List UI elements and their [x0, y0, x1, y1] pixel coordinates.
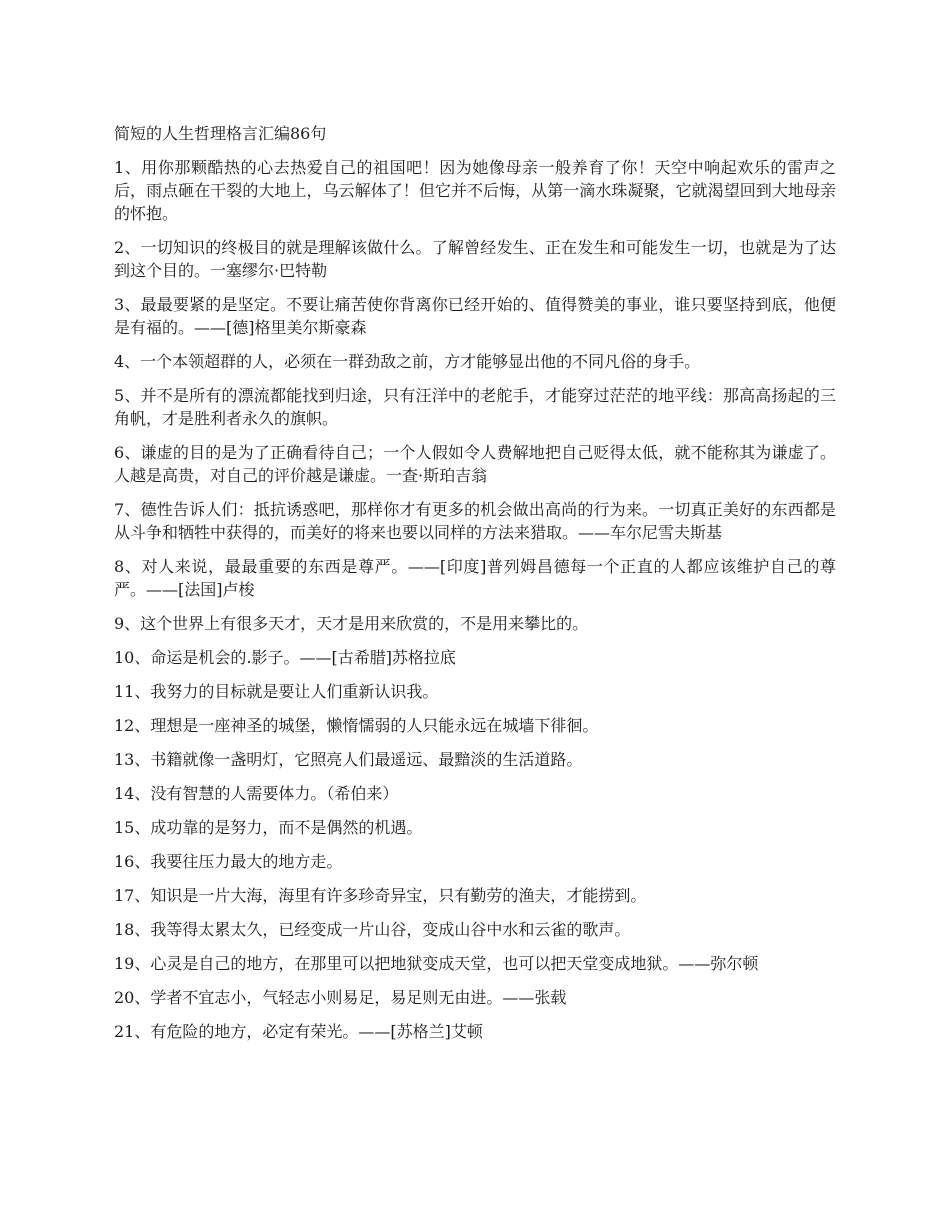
quote-item-16: 16、我要往压力最大的地方走。 — [114, 852, 343, 871]
quote-item-8: 8、对人来说，最最重要的东西是尊严。——[印度]普列姆昌德每一个正直的人都应该维护自己的尊严。——[法国]卢梭 — [114, 557, 836, 599]
quote-item-19: 19、心灵是自己的地方，在那里可以把地狱变成天堂，也可以把天堂变成地狱。——弥尔顿 — [114, 954, 759, 973]
quote-item-20: 20、学者不宜志小，气轻志小则易足，易足则无由进。——张载 — [114, 988, 567, 1007]
quote-item-11: 11、我努力的目标就是要让人们重新认识我。 — [114, 682, 439, 701]
quote-item-6: 6、谦虚的目的是为了正确看待自己；一个人假如令人费解地把自己贬得太低，就不能称其为谦虚了。人越是高贵，对自己的评价越是谦虚。一查·斯珀吉翁 — [114, 443, 836, 485]
quote-item-14: 14、没有智慧的人需要体力。（希伯来） — [114, 784, 399, 803]
quote-item-3: 3、最最要紧的是坚定。不要让痛苦使你背离你已经开始的、值得赞美的事业，谁只要坚持到底，他便是有福的。——[德]格里美尔斯豪森 — [114, 295, 836, 337]
quote-item-18: 18、我等得太累太久，已经变成一片山谷，变成山谷中水和云雀的歌声。 — [114, 920, 631, 939]
quote-item-9: 9、这个世界上有很多天才，天才是用来欣赏的，不是用来攀比的。 — [114, 614, 589, 633]
quote-item-7: 7、德性告诉人们：抵抗诱惑吧，那样你才有更多的机会做出高尚的行为来。一切真正美好的东西都是从斗争和牺牲中获得的，而美好的将来也要以同样的方法来猎取。——车尔尼雪夫斯基 — [114, 500, 836, 542]
document-page — [114, 122, 836, 1054]
quote-item-1: 1、用你那颗酷热的心去热爱自己的祖国吧！因为她像母亲一般养育了你！天空中响起欢乐的雷声之后，雨点砸在干裂的大地上，乌云解体了！但它并不后悔，从第一滴水珠凝聚，它就渴望回到大地母亲的怀抱。 — [114, 158, 836, 223]
quote-item-4: 4、一个本领超群的人，必须在一群劲敌之前，方才能够显出他的不同凡俗的身手。 — [114, 352, 701, 371]
quote-item-15: 15、成功靠的是努力，而不是偶然的机遇。 — [114, 818, 423, 837]
quote-item-13: 13、书籍就像一盏明灯，它照亮人们最遥远、最黯淡的生活道路。 — [114, 750, 583, 769]
quote-item-21: 21、有危险的地方，必定有荣光。——[苏格兰]艾顿 — [114, 1022, 483, 1041]
quote-list — [114, 156, 836, 1043]
quote-item-5: 5、并不是所有的漂流都能找到归途，只有汪洋中的老舵手，才能穿过茫茫的地平线：那高高扬起的三角帆，才是胜利者永久的旗帜。 — [114, 386, 836, 428]
quote-item-12: 12、理想是一座神圣的城堡，懒惰懦弱的人只能永远在城墙下徘徊。 — [114, 716, 599, 735]
quote-item-2: 2、一切知识的终极目的就是理解该做什么。了解曾经发生、正在发生和可能发生一切，也就是为了达到这个目的。一塞缪尔·巴特勒 — [114, 238, 836, 280]
quote-item-17: 17、知识是一片大海，海里有许多珍奇异宝，只有勤劳的渔夫，才能捞到。 — [114, 886, 647, 905]
document-title: 简短的人生哲理格言汇编86句 — [114, 124, 327, 143]
quote-item-10: 10、命运是机会的.影子。——[古希腊]苏格拉底 — [114, 648, 456, 667]
